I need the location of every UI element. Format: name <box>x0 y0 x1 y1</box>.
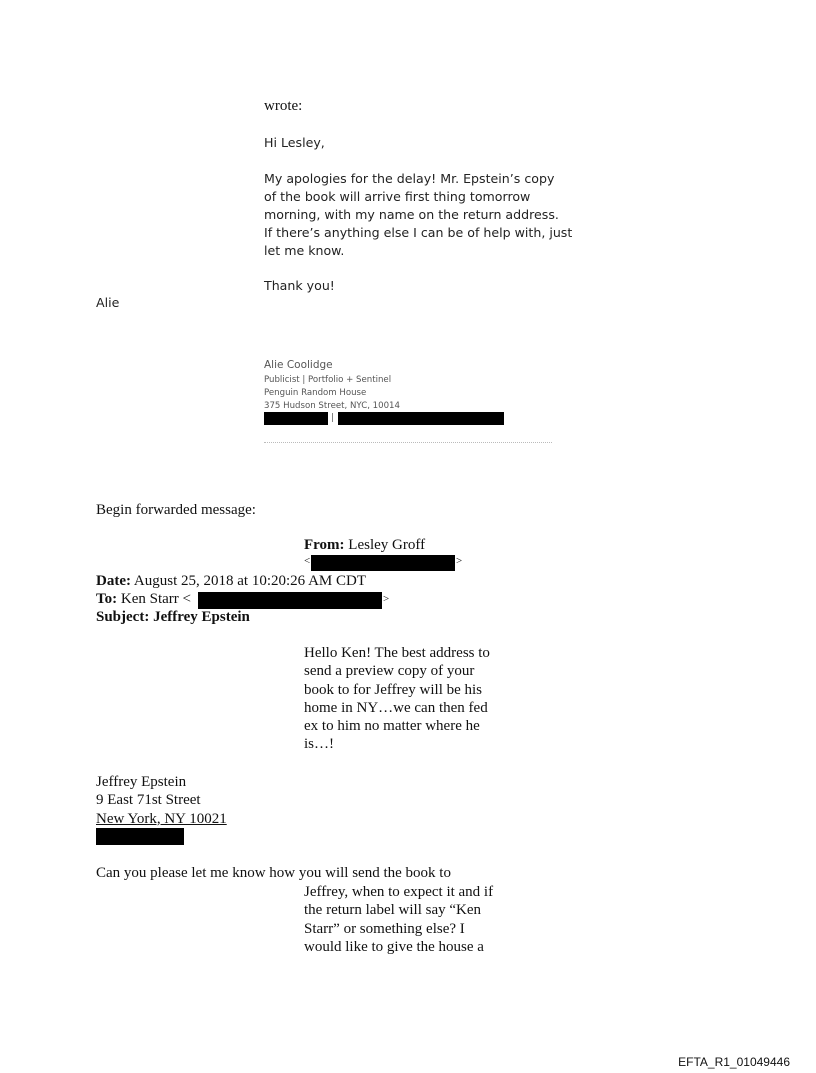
question-block <box>304 883 493 956</box>
address-block <box>96 773 227 828</box>
closing: Thank you! <box>264 278 335 293</box>
date-label: Date: <box>96 573 131 589</box>
body-line: send a preview copy of your <box>304 663 475 680</box>
message-line: My apologies for the delay! Mr. Epstein’s copy <box>264 171 555 186</box>
wrote-line: wrote: <box>264 98 303 114</box>
from-value: Lesley Groff <box>348 537 426 553</box>
subject-line <box>96 609 250 626</box>
date-value: August 25, 2018 at 10:20:26 AM CDT <box>133 573 367 589</box>
message-line: of the book will arrive first thing tomorrow <box>264 189 531 204</box>
redaction-bar <box>96 828 184 845</box>
redaction-bar <box>311 555 455 571</box>
signature-name: Alie Coolidge <box>264 359 333 371</box>
from-label: From: <box>304 537 345 553</box>
forwarded-body <box>304 644 490 754</box>
redaction-bar <box>264 412 328 425</box>
from-email-open: < <box>304 555 311 567</box>
body-line: ex to him no matter where he <box>304 718 480 735</box>
question-line: the return label will say “Ken <box>304 902 482 919</box>
address-line: New York, NY 10021 <box>96 810 227 827</box>
subject-value: Jeffrey Epstein <box>153 609 250 625</box>
body-line: is…! <box>304 736 334 753</box>
date-line <box>96 573 366 590</box>
to-label: To: <box>96 591 118 607</box>
to-value: Ken Starr < <box>120 591 191 607</box>
redaction-bar <box>338 412 504 425</box>
document-id: EFTA_R1_01049446 <box>678 1055 790 1069</box>
address-line: Jeffrey Epstein <box>96 774 187 790</box>
question-line: Starr” or something else? I <box>304 920 465 937</box>
to-line <box>96 591 191 608</box>
question-first-line: Can you please let me know how you will send the book to <box>96 865 451 881</box>
signature-title: Publicist | Portfolio + Sentinel <box>264 375 392 385</box>
reply-message <box>264 170 572 260</box>
to-close: > <box>383 593 390 605</box>
question-line: Jeffrey, when to expect it and if <box>304 884 494 900</box>
signature-company: Penguin Random House <box>264 388 367 398</box>
question-line: would like to give the house a <box>304 938 484 955</box>
message-line: morning, with my name on the return address. <box>264 207 559 222</box>
from-line <box>304 537 425 554</box>
body-line: home in NY…we can then fed <box>304 699 488 716</box>
forwarded-intro: Begin forwarded message: <box>96 502 256 518</box>
address-line: 9 East 71st Street <box>96 792 201 809</box>
message-line: If there’s anything else I can be of help with, just <box>264 225 573 240</box>
signature-separator: | <box>331 413 334 423</box>
signature-address: 375 Hudson Street, NYC, 10014 <box>264 401 400 411</box>
sender-first-name: Alie <box>96 295 120 310</box>
subject-label: Subject: <box>96 609 150 625</box>
greeting: Hi Lesley, <box>264 135 325 150</box>
redaction-bar <box>198 592 382 609</box>
message-line: let me know. <box>264 243 345 258</box>
body-line: book to for Jeffrey will be his <box>304 681 483 698</box>
from-email-close: > <box>456 555 463 567</box>
signature-divider <box>264 442 552 443</box>
body-line: Hello Ken! The best address to <box>304 645 490 661</box>
